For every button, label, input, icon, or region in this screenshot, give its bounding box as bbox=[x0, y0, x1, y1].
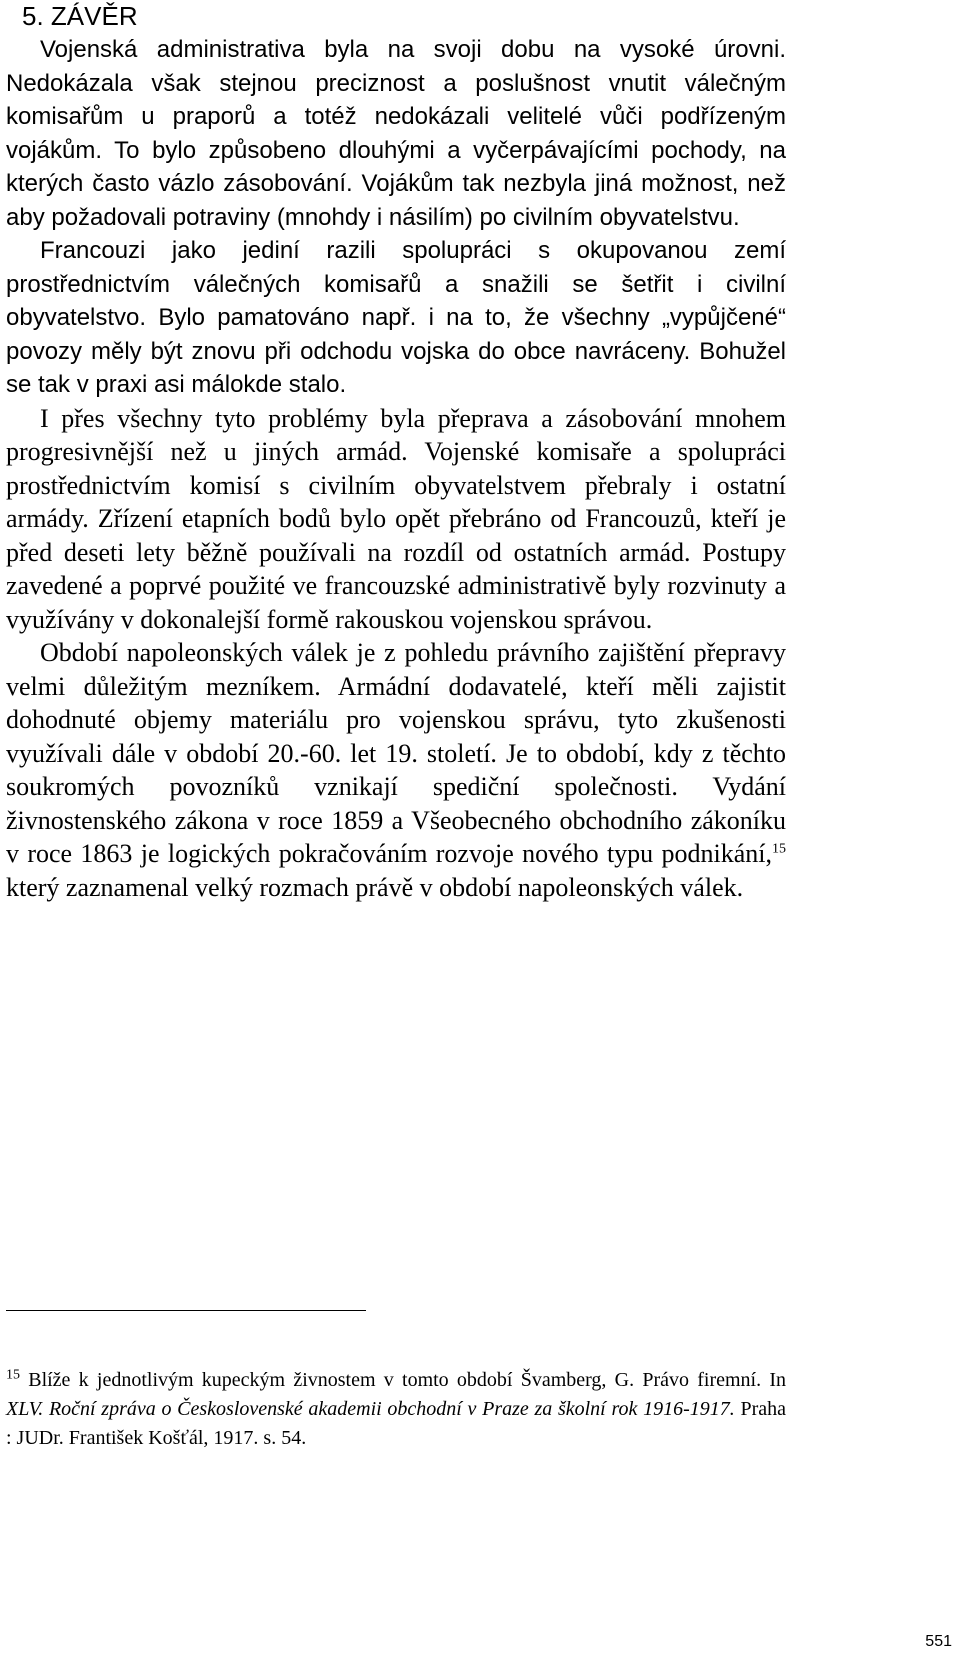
section-heading: 5. ZÁVĚR bbox=[22, 1, 138, 31]
footnote-publisher: Praha : JUDr. František Košťál, 1917. s. 54. bbox=[6, 1398, 786, 1449]
footnote-text: Blíže k jednotlivým kupeckým živnostem v tomto období Švamberg, G. Právo firemní. In bbox=[20, 1369, 786, 1391]
page-number: 551 bbox=[925, 1633, 952, 1650]
footnote-number: 15 bbox=[6, 1367, 20, 1383]
footnote-title: XLV. Roční zpráva o Československé akademii obchodní v Praze za školní rok 1916-1917. bbox=[6, 1398, 735, 1420]
paragraph-3: I přes všechny tyto problémy byla přeprava a zásobování mnohem progresivnější než u jiných armád. Vojenské komisaře a spolupráci prostřednictvím komisí s civilním obyvatelstvem přebraly i ostatní armády. Zřízení etapních bodů bylo opět přebráno od Francouzů, kteří je před deseti lety běžně používali na rozdíl od ostatních armád. Postupy zavedené a poprvé použité ve francouzské administrativě byly rozvinuty a využívány v dokonalejší formě rakouskou vojenskou správou. bbox=[6, 403, 786, 634]
main-text bbox=[6, 0, 786, 904]
footnote bbox=[6, 1366, 786, 1453]
footnote-reference[interactable]: 15 bbox=[772, 841, 786, 857]
footnote-separator bbox=[6, 1310, 366, 1311]
paragraph-2: Francouzi jako jediní razili spolupráci s okupovanou zemí prostřednictvím válečných komisařů a snažili se šetřit i civilní obyvatelstvo. Bylo pamatováno např. i na to, že všechny „vypůjčené“ povozy měly být znovu při odchodu vojska do obce navráceny. Bohužel se tak v praxi asi málokde stalo. bbox=[6, 237, 786, 398]
paragraph-4 bbox=[6, 636, 786, 904]
paragraph-4-tail: který zaznamenal velký rozmach právě v období napoleonských válek. bbox=[6, 872, 744, 902]
paragraph-4-text: Období napoleonských válek je z pohledu právního zajištění přepravy velmi důležitým mezníkem. Armádní dodavatelé, kteří měli zajistit dohodnuté objemy materiálu pro vojenskou správu, tyto zkušenosti využívali dále v období 20.-60. let 19. století. Je to období, kdy z těchto soukromých povozníků vznikají spediční společnosti. Vydání živnostenského zákona v roce 1859 a Všeobecného obchodního zákoníku v roce 1863 je logických pokračováním rozvoje nového typu podnikání, bbox=[6, 638, 786, 868]
paragraph-1: Vojenská administrativa byla na svoji dobu na vysoké úrovni. Nedokázala však stejnou preciznost a poslušnost vnutit válečným komisařům u praporů a totéž nedokázali velitelé vůči podřízeným vojákům. To bylo způsobeno dlouhými a vyčerpávajícími pochody, na kterých často vázlo zásobování. Vojákům tak nezbyla jiná možnost, než aby požadovali potraviny (mnohdy i násilím) po civilním obyvatelstvu. bbox=[6, 36, 786, 231]
